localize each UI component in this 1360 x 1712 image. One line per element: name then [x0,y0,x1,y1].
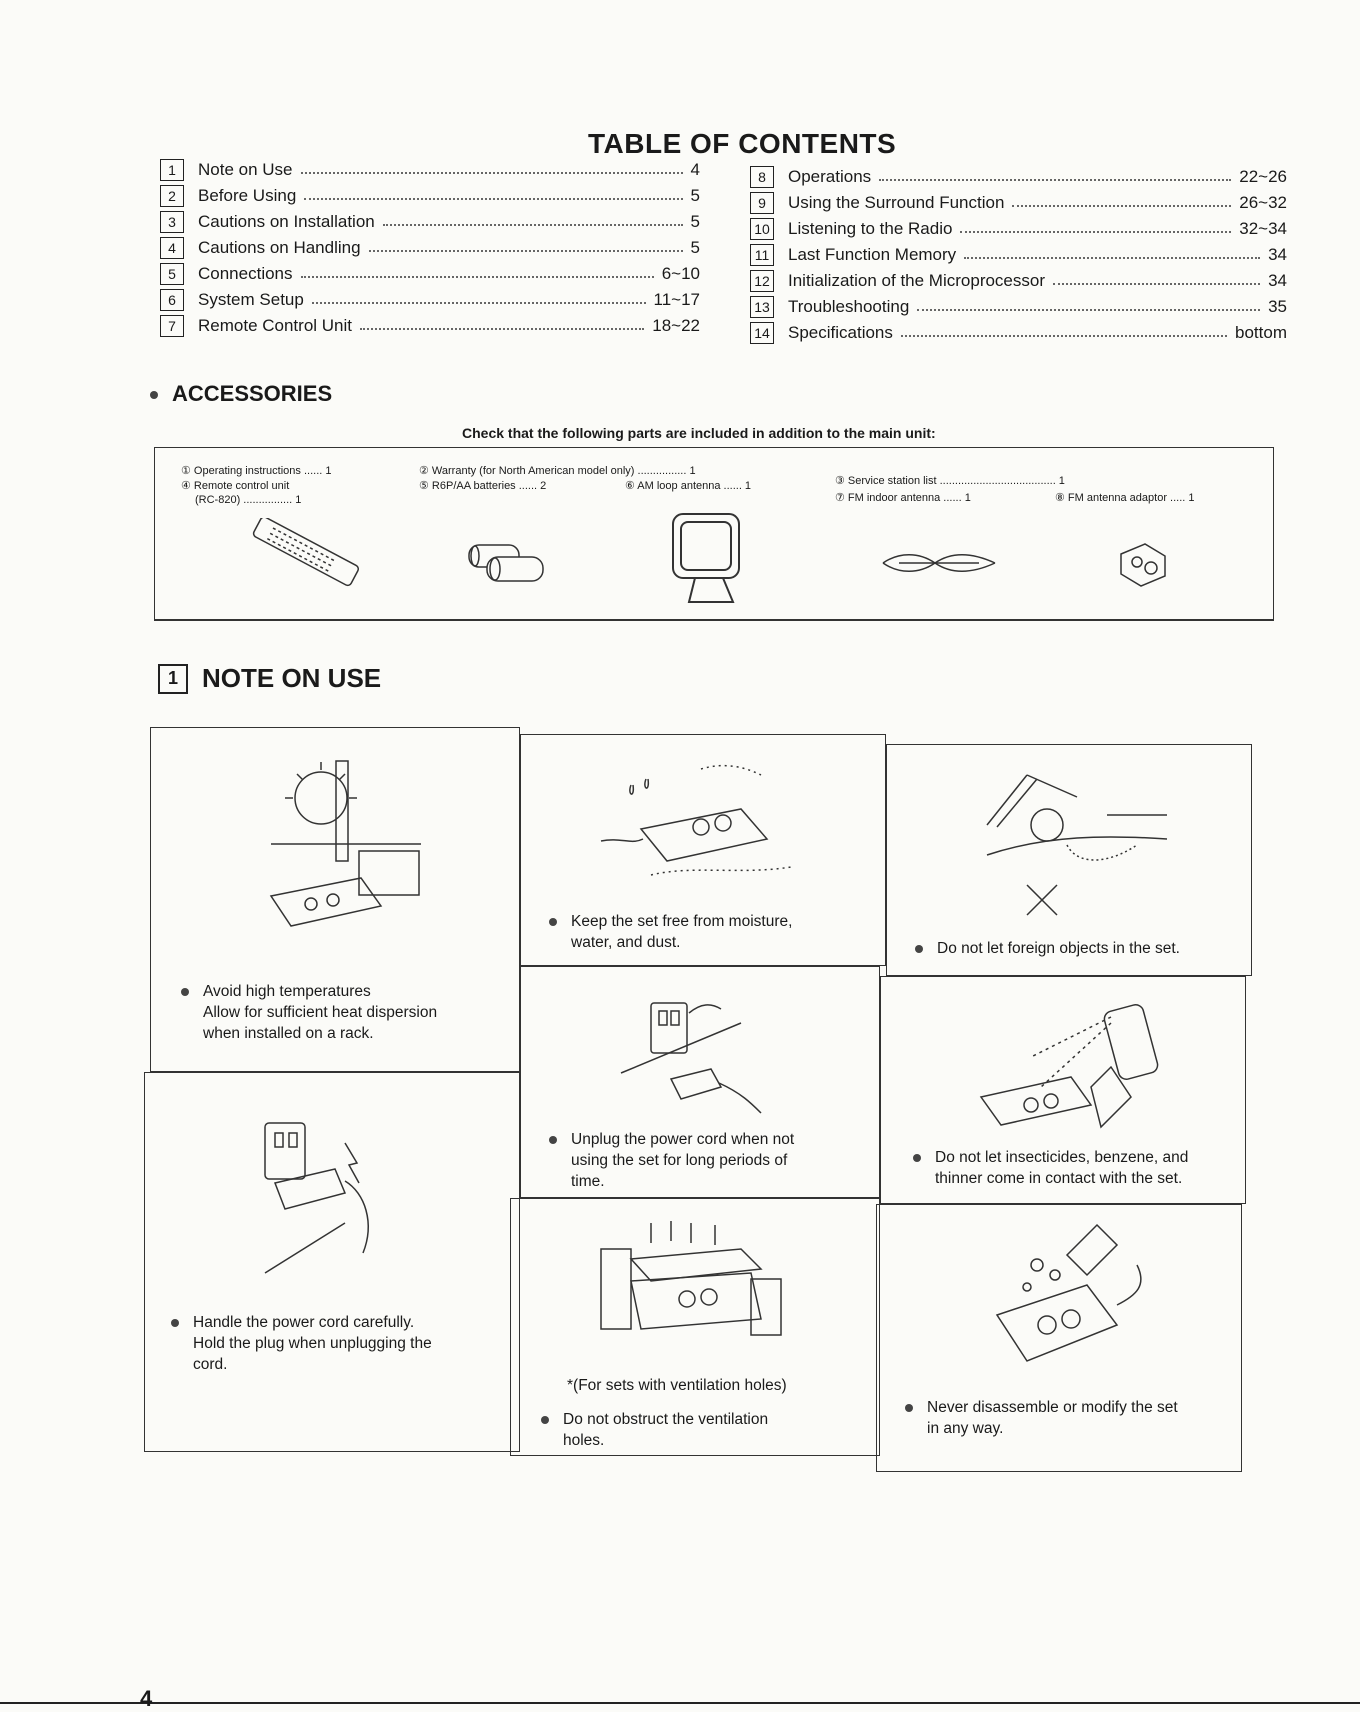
toc-number: 8 [750,166,774,188]
toc-number: 14 [750,322,774,344]
toc-page: 26~32 [1239,193,1287,212]
toc-number: 11 [750,244,774,266]
toc-label: Remote Control Unit [198,316,353,335]
accessories-box [154,447,1274,621]
toc-entry [160,261,700,287]
accessory-remote-control-model: (RC-820) ................ 1 [195,494,302,506]
fm-indoor-antenna-illustration [879,548,999,578]
accessory-warranty: ② Warranty (for North American model only) ................ 1 [419,465,696,477]
toc-page: bottom [1235,323,1287,342]
toc-page: 4 [690,160,700,179]
toc-leader [1012,195,1231,207]
note-line: Handle the power cord carefully. [193,1314,415,1331]
am-loop-antenna-illustration [667,510,747,610]
note-line: Keep the set free from moisture, [571,913,793,930]
toc-label: Cautions on Handling [198,238,361,257]
toc-number: 9 [750,192,774,214]
fm-antenna-adaptor-illustration [1115,540,1170,590]
page-number: 4 [140,1686,153,1711]
toc-leader [360,318,644,330]
toc-entry [750,190,1287,216]
toc-leader [383,214,683,226]
toc-leader [312,292,646,304]
accessory-fm-antenna-adaptor: ⑧ FM antenna adaptor ..... 1 [1055,492,1195,504]
disassemble-illustration [967,1215,1167,1375]
foreign-objects-illustration [967,755,1187,925]
note-line: water, and dust. [571,934,681,951]
sun-heat-illustration [241,756,441,946]
section-number: 1 [158,664,188,694]
accessory-batteries: ⑤ R6P/AA batteries ...... 2 [419,480,547,492]
toc-leader [301,162,683,174]
note-text-power-cord [171,1312,511,1375]
toc-number: 13 [750,296,774,318]
toc-title: TABLE OF CONTENTS [588,128,897,159]
accessory-remote-control: ④ Remote control unit [181,480,290,492]
toc-page: 18~22 [652,316,700,335]
unplug-illustration [611,983,791,1123]
batteries-illustration [465,540,555,585]
toc-leader [301,266,654,278]
insecticide-spray-illustration [961,987,1181,1137]
note-line: Do not let foreign objects in the set. [937,940,1180,957]
ventilation-illustration [591,1219,801,1349]
toc-label: Using the Surround Function [788,193,1005,212]
toc-label: System Setup [198,290,304,309]
toc-leader [964,247,1260,259]
accessories-title: ACCESSORIES [172,381,333,406]
note-text-ventilation-condition: *(For sets with ventilation holes) [567,1377,787,1394]
toc-label: Operations [788,167,872,186]
toc-page: 5 [690,238,700,257]
note-cell-moisture [520,734,886,966]
toc-label: Specifications [788,323,893,342]
toc-entry [750,294,1287,320]
note-text-high-temperatures [181,981,511,1044]
accessory-am-loop-antenna: ⑥ AM loop antenna ...... 1 [625,480,752,492]
toc-leader [369,240,683,252]
toc-label: Listening to the Radio [788,219,953,238]
toc-page: 6~10 [661,264,700,283]
toc-entry [750,320,1287,346]
toc-number: 5 [160,263,184,285]
toc-label: Note on Use [198,160,293,179]
toc-leader [917,299,1260,311]
accessory-service-station-list: ③ Service station list ...................................... 1 [835,475,1065,487]
toc-number: 4 [160,237,184,259]
note-line: time. [571,1173,605,1190]
note-line: thinner come in contact with the set. [935,1170,1183,1187]
section-title: NOTE ON USE [202,663,382,693]
bullet-icon [549,918,557,926]
note-line: using the set for long periods of [571,1152,788,1169]
toc-number: 3 [160,211,184,233]
bullet-icon [915,945,923,953]
toc-entry [750,164,1287,190]
toc-page: 22~26 [1239,167,1287,186]
accessory-operating-instructions: ① Operating instructions ...... 1 [181,465,332,477]
toc-entry [160,209,700,235]
toc-page: 34 [1268,245,1287,264]
toc-entry [750,216,1287,242]
bullet-icon [549,1136,557,1144]
note-line: holes. [563,1432,605,1449]
toc-leader [879,169,1231,181]
toc-entry [160,313,700,339]
toc-entry [160,183,700,209]
toc-label: Cautions on Installation [198,212,375,231]
note-cell-power-cord [144,1072,520,1452]
note-line: Do not obstruct the ventilation [563,1411,769,1428]
note-cell-insecticides [880,976,1246,1204]
note-line: in any way. [927,1420,1004,1437]
bullet-icon [171,1319,179,1327]
bullet-icon [913,1154,921,1162]
toc-page: 5 [690,212,700,231]
note-text-ventilation [541,1409,861,1451]
note-line: Unplug the power cord when not [571,1131,795,1148]
toc-page: 35 [1268,297,1287,316]
note-line: Avoid high temperatures [203,983,371,1000]
toc-label: Last Function Memory [788,245,957,264]
toc-label: Troubleshooting [788,297,910,316]
toc-leader [1053,273,1260,285]
toc-left-column [160,157,700,339]
page-footer-rule [0,1702,1360,1704]
note-cell-high-temperatures [150,727,520,1072]
note-cell-ventilation [510,1198,880,1456]
bullet-icon [150,391,158,399]
toc-entry [160,235,700,261]
toc-number: 10 [750,218,774,240]
note-text-unplug [549,1129,869,1192]
note-line: cord. [193,1356,228,1373]
toc-label: Connections [198,264,293,283]
toc-label: Before Using [198,186,297,205]
toc-page: 5 [690,186,700,205]
bullet-icon [541,1416,549,1424]
toc-number: 6 [160,289,184,311]
note-line: Never disassemble or modify the set [927,1399,1178,1416]
toc-entry [160,157,700,183]
toc-page: 32~34 [1239,219,1287,238]
toc-entry [750,268,1287,294]
note-text-disassemble [905,1397,1235,1439]
accessories-note: Check that the following parts are included in addition to the main unit: [462,425,936,441]
remote-control-illustration [245,518,365,588]
plug-outlet-illustration [245,1113,425,1283]
note-text-foreign-objects [915,938,1245,959]
toc-page: 34 [1268,271,1287,290]
note-text-moisture [549,911,879,953]
toc-number: 1 [160,159,184,181]
note-cell-disassemble [876,1204,1242,1472]
note-line: when installed on a rack. [203,1025,374,1042]
toc-number: 2 [160,185,184,207]
accessories-heading [150,381,332,407]
bullet-icon [905,1404,913,1412]
water-dust-illustration [591,755,821,905]
toc-right-column [750,164,1287,346]
section-heading [158,663,381,694]
note-line: Hold the plug when unplugging the [193,1335,432,1352]
accessory-fm-indoor-antenna: ⑦ FM indoor antenna ...... 1 [835,492,971,504]
toc-leader [960,221,1231,233]
toc-leader [901,325,1227,337]
toc-entry [160,287,700,313]
note-cell-foreign-objects [886,744,1252,976]
toc-entry [750,242,1287,268]
bullet-icon [181,988,189,996]
note-cell-unplug [520,966,880,1198]
toc-label: Initialization of the Microprocessor [788,271,1046,290]
note-text-insecticides [913,1147,1243,1189]
toc-number: 12 [750,270,774,292]
toc-page: 11~17 [653,290,700,309]
toc-number: 7 [160,315,184,337]
toc-leader [304,188,682,200]
note-line: Allow for sufficient heat dispersion [203,1004,438,1021]
note-line: Do not let insecticides, benzene, and [935,1149,1189,1166]
